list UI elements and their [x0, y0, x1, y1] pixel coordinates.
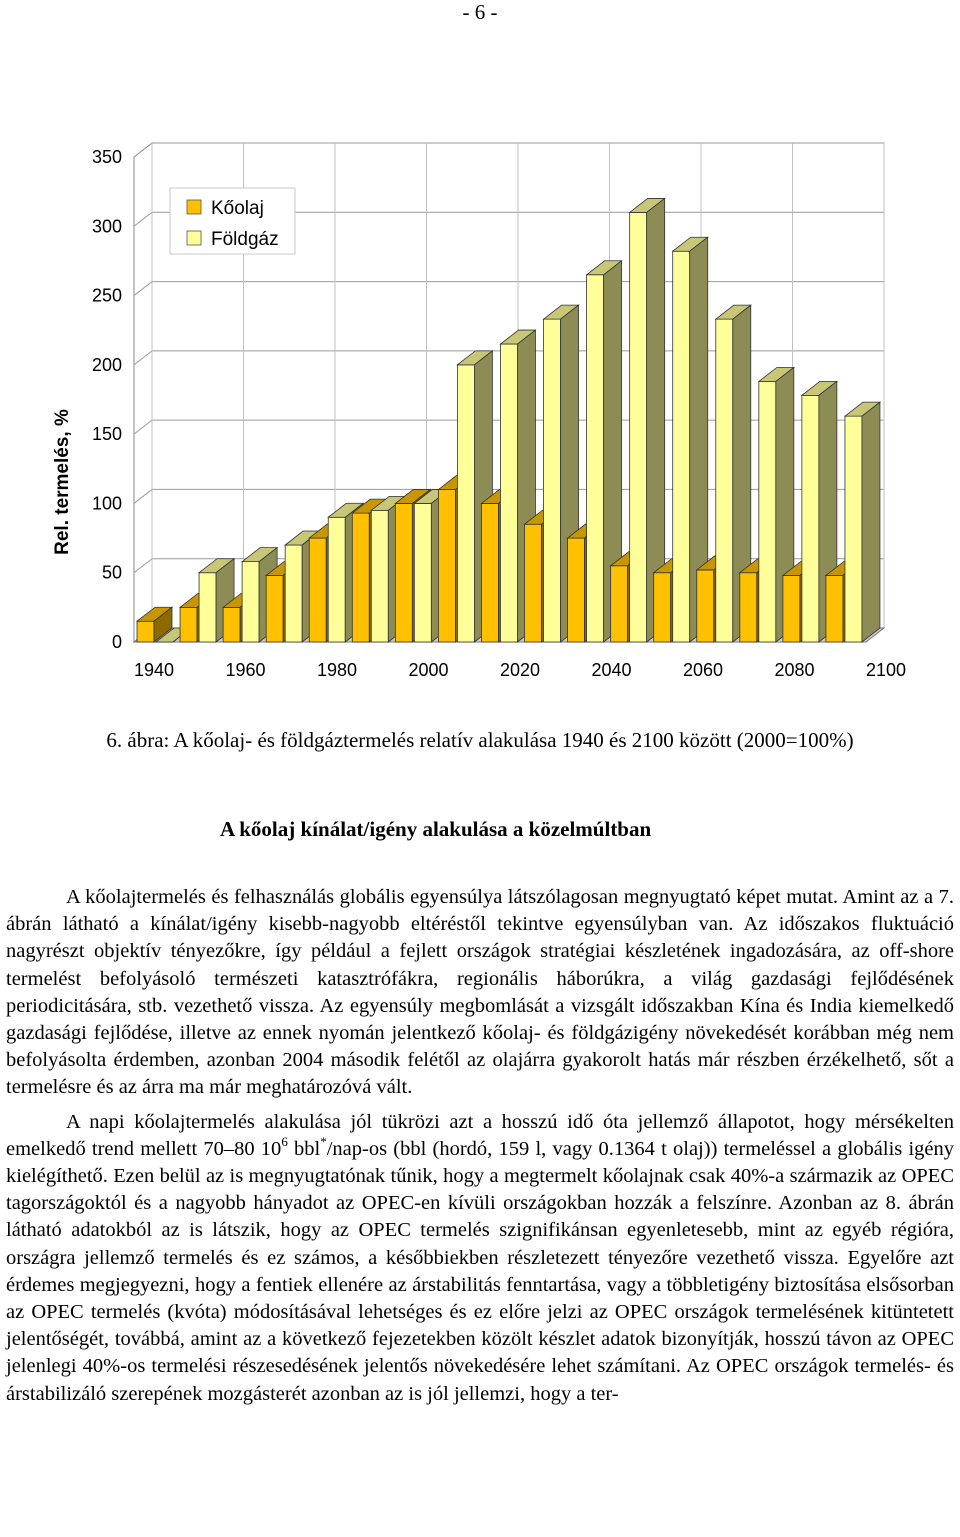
bar-front [630, 212, 647, 642]
bar-front [802, 395, 819, 642]
bar-front [759, 381, 776, 642]
legend-swatch-foldgaz [187, 231, 201, 245]
bar-front [525, 524, 542, 642]
bar-front [180, 607, 197, 642]
page-number: - 6 - [462, 0, 498, 24]
y-tick-label: 350 [91, 147, 122, 167]
y-axis-label: Rel. termelés, % [52, 409, 73, 555]
section-heading: A kőolaj kínálat/igény alakulása a közelmúltban [220, 817, 652, 841]
bar-front [285, 545, 302, 642]
bar-front [587, 275, 604, 642]
x-tick-label: 2020 [499, 660, 541, 680]
bar-front [328, 517, 345, 642]
y-tick-label: 0 [111, 632, 122, 652]
bar-front [438, 490, 455, 642]
figure-caption: 6. ábra: A kőolaj- és földgáztermelés relatív alakulása 1940 és 2100 között (2000=100%) [106, 728, 854, 752]
paragraph-2-part-b: bbl [287, 1137, 321, 1160]
bar-front [309, 538, 326, 642]
bar-front [740, 573, 757, 642]
legend-label-foldgaz: Földgáz [211, 229, 279, 250]
bar-front [223, 607, 240, 642]
legend-label-koolaj: Kőolaj [211, 198, 264, 219]
production-chart [0, 130, 960, 690]
x-tick-label: 2060 [682, 660, 724, 680]
chart-legend [170, 188, 295, 254]
x-tick-label: 2080 [774, 660, 815, 680]
bar-front [414, 503, 431, 642]
bar-front [826, 575, 843, 642]
bar-front [500, 344, 517, 642]
bar-front [673, 251, 690, 642]
x-tick-label: 1960 [225, 660, 266, 680]
exponent-superscript: 6 [281, 1133, 288, 1149]
bar-front [568, 538, 585, 642]
y-tick-label: 200 [91, 354, 122, 375]
bar-front [697, 570, 714, 642]
bar-front [352, 513, 369, 642]
x-tick-label: 1980 [316, 660, 358, 680]
bar-front [611, 566, 628, 642]
x-axis-ticks [134, 660, 906, 680]
y-tick-label: 150 [91, 424, 122, 445]
bar-front [266, 575, 283, 642]
bar-front [654, 573, 671, 642]
bar-front [457, 365, 474, 642]
x-tick-label: 2040 [591, 660, 632, 680]
paragraph-2-part-c: /nap-os (bbl (hordó, 159 l, vagy 0.1364 t olaj)) termeléssel a globális igény kielégíthető. Ezen belül az is megnyugtatónak tűnik, hogy a megtermelt kőolajnak csak 40%-a származik az OPEC tagországoktól és a nagyobb hányadot az OPEC-en kívüli országokban hozzák a felszínre. Azonban az 8. ábrán látható adatokból az is látszik, hogy az OPEC termelés szignifikánsan egyenletesebb, mint az egyéb régióra, országra jellemző termelés és ez számos, a későbbiekben részletezett tényezőre vezethető vissza. Egyelőre azt érdemes megjegyezni, hogy a fentiek ellenére az árstabilitás fenntartása, vagy a többletigény biztosítása elsősorban az OPEC termelés (kvóta) módosításával lehetséges és ez előre jelzi az OPEC országok termelésének kitüntetett jelentőségét, továbbá, amint az a következő fejezetekben közölt készlet adatok bizonyítják, hosszú távon az OPEC jelenlegi 40%-os termelési részesedésének jelentős növekedésére lehet számítani. Az OPEC országok termelés- és árstabilizáló szerepének mozgásterét azonban az is jól jellemzi, hogy a ter- [6, 1137, 954, 1405]
bar-front [783, 575, 800, 642]
y-tick-label: 300 [91, 216, 122, 237]
chart-side-wall [134, 143, 152, 642]
body-text [6, 884, 954, 1408]
x-tick-label: 2100 [865, 660, 907, 680]
y-axis-ticks [92, 147, 122, 652]
bar-foldgaz-2100 [845, 402, 880, 642]
bar-front [137, 621, 154, 642]
bar-side [862, 402, 880, 642]
bar-front [716, 319, 733, 642]
bar-front [395, 503, 412, 642]
bar-front [371, 510, 388, 642]
y-tick-label: 50 [101, 562, 122, 583]
bar-front [845, 416, 862, 642]
bar-front [242, 562, 259, 642]
bar-front [199, 573, 216, 642]
y-tick-label: 250 [91, 285, 122, 306]
paragraph-1: A kőolajtermelés és felhasználás globális egyensúlya látszólagosan megnyugtató képet mutat. Amint az a 7. ábrán látható a kínálat/igény kisebb-nagyobb eltéréstől tekintve egyensúlyban van. Az időszakos fluktuáció nagyrészt objektív tényezőkre, így például a fejlett országok stratégiai készletének ingadozására, az off-shore termelést befolyásoló természeti katasztrófákra, regionális háborúkra, a világ gazdasági fejlődésének periodicitására, stb. vezethető vissza. Az egyensúly megbomlását a vizsgált időszakban Kína és India kiemelkedő gazdasági fejlődése, illetve az ennek nyomán jelentkező kőolaj- és földgázigény növekedését korábban még nem befolyásolta érdemben, azonban 2004 második felétől az olajárra gyakorolt hatás már részben érzékelhető, sőt a termelésre és az árra ma már meghatározóvá vált. [6, 886, 954, 1099]
paragraph-2 [6, 1109, 954, 1408]
bar-front [544, 319, 561, 642]
paragraph-2-part-a: A napi kőolajtermelés alakulása jól tükrözi azt a hosszú idő óta jellemző állapotot, hogy mérsékelten emelkedő trend mellett 70–80 10 [6, 1110, 954, 1160]
x-tick-label: 1940 [133, 660, 175, 680]
legend-swatch-koolaj [187, 200, 201, 214]
y-tick-label: 100 [91, 493, 122, 514]
x-tick-label: 2000 [408, 660, 449, 680]
footnote-asterisk: * [320, 1133, 327, 1149]
bar-front [481, 503, 498, 642]
